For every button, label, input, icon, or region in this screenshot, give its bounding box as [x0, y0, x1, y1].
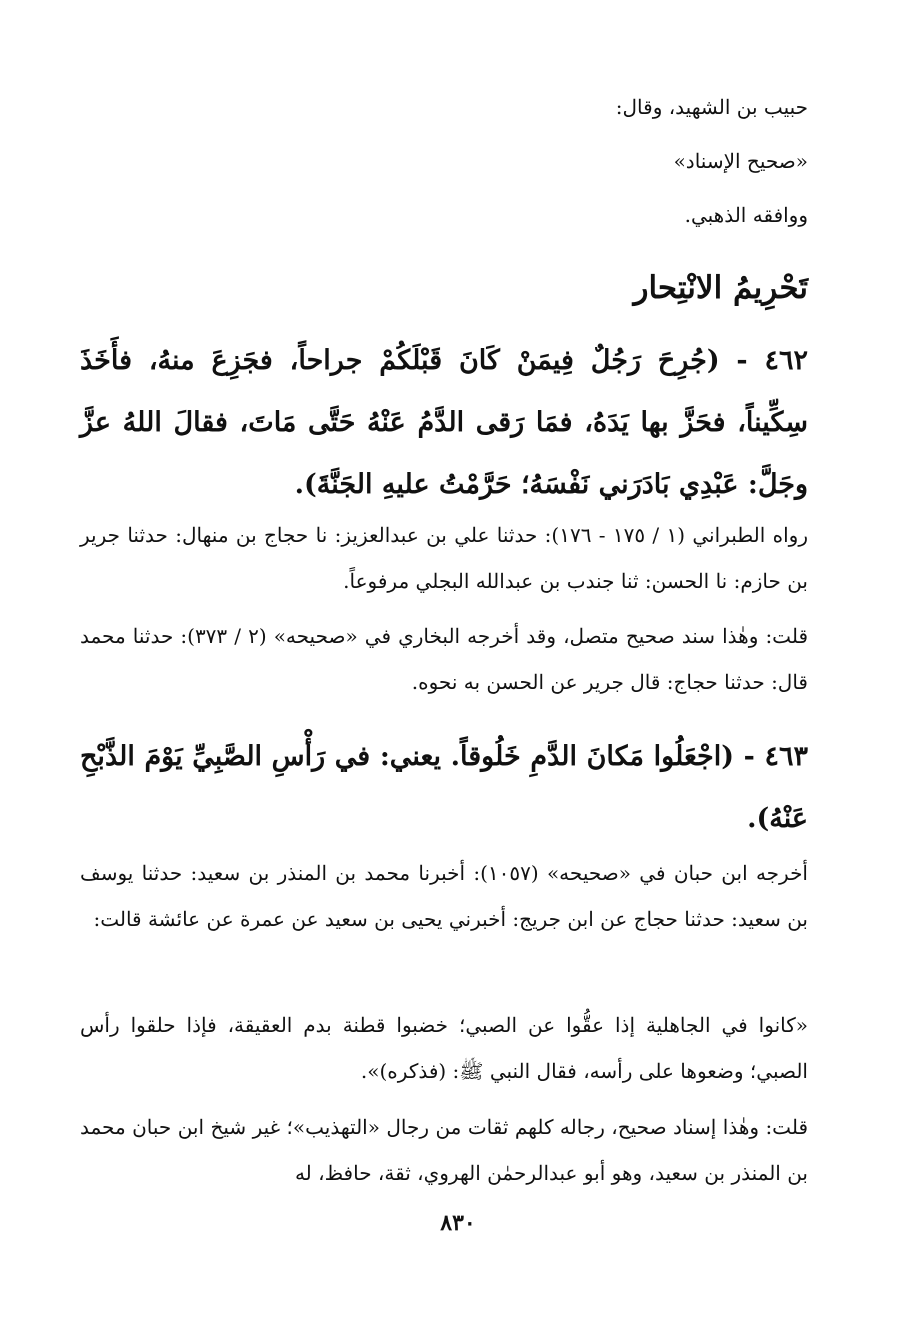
- takhrij-462-paragraph-1: رواه الطبراني (١ / ١٧٥ - ١٧٦): حدثنا علي بن عبدالعزيز: نا حجاج بن منهال: حدثنا جرير بن حازم: نا الحسن: ثنا جندب بن عبدالله البجلي مرفوعاً.: [80, 523, 808, 593]
- intro-line-1: حبيب بن الشهيد، وقال:: [615, 95, 808, 119]
- takhrij-462-paragraph-2: قلت: وهٰذا سند صحيح متصل، وقد أخرجه البخاري في «صحيحه» (٢ / ٣٧٣): حدثنا محمد قال: حدثنا حجاج: قال جرير عن الحسن به نحوه.: [80, 624, 809, 694]
- hadith-462-text: ٤٦٢ - (جُرِحَ رَجُلٌ فِيمَنْ كَانَ قَبْلَكُمْ جراحاً، فجَزِعَ منهُ، فأَخَذَ سِكِّيناً، فحَزَّ بها يَدَهُ، فمَا رَقى الدَّمُ عَنْهُ حَتَّى مَاتَ، فقالَ اللهُ عزَّ وجَلَّ: عَبْدِي بَادَرَني نَفْسَهُ؛ حَرَّمْتُ عليهِ الجَنَّةَ).: [80, 345, 808, 500]
- takhrij-463-paragraph-3: قلت: وهٰذا إسناد صحيح، رجاله كلهم ثقات من رجال «التهذيب»؛ غير شيخ ابن حبان محمد بن المنذر بن سعيد، وهو أبو عبدالرحمٰن الهروي، ثقة، حافظ، له: [80, 1115, 808, 1185]
- section-title: تَحْرِيمُ الانْتِحار: [633, 270, 808, 306]
- takhrij-463-paragraph-1: أخرجه ابن حبان في «صحيحه» (١٠٥٧): أخبرنا محمد بن المنذر بن سعيد: حدثنا يوسف بن سعيد: حدثنا حجاج عن ابن جريج: أخبرني يحيى بن سعيد عن عمرة عن عائشة قالت:: [80, 861, 808, 931]
- intro-line-2: «صحيح الإسناد»: [673, 149, 808, 173]
- page-number: ٨٣٠: [440, 1210, 476, 1236]
- intro-line-3: ووافقه الذهبي.: [684, 203, 808, 227]
- hadith-463-text: ٤٦٣ - (اجْعَلُوا مَكانَ الدَّمِ خَلُوقاً. يعني: في رَأْسِ الصَّبِيِّ يَوْمَ الذَّبْحِ عَنْهُ).: [80, 741, 808, 834]
- takhrij-463-paragraph-2: «كانوا في الجاهلية إذا عقُّوا عن الصبي؛ خضبوا قطنة بدم العقيقة، فإذا حلقوا رأس الصبي؛ وضعوها على رأسه، فقال النبي ﷺ: (فذكره)».: [80, 1013, 808, 1083]
